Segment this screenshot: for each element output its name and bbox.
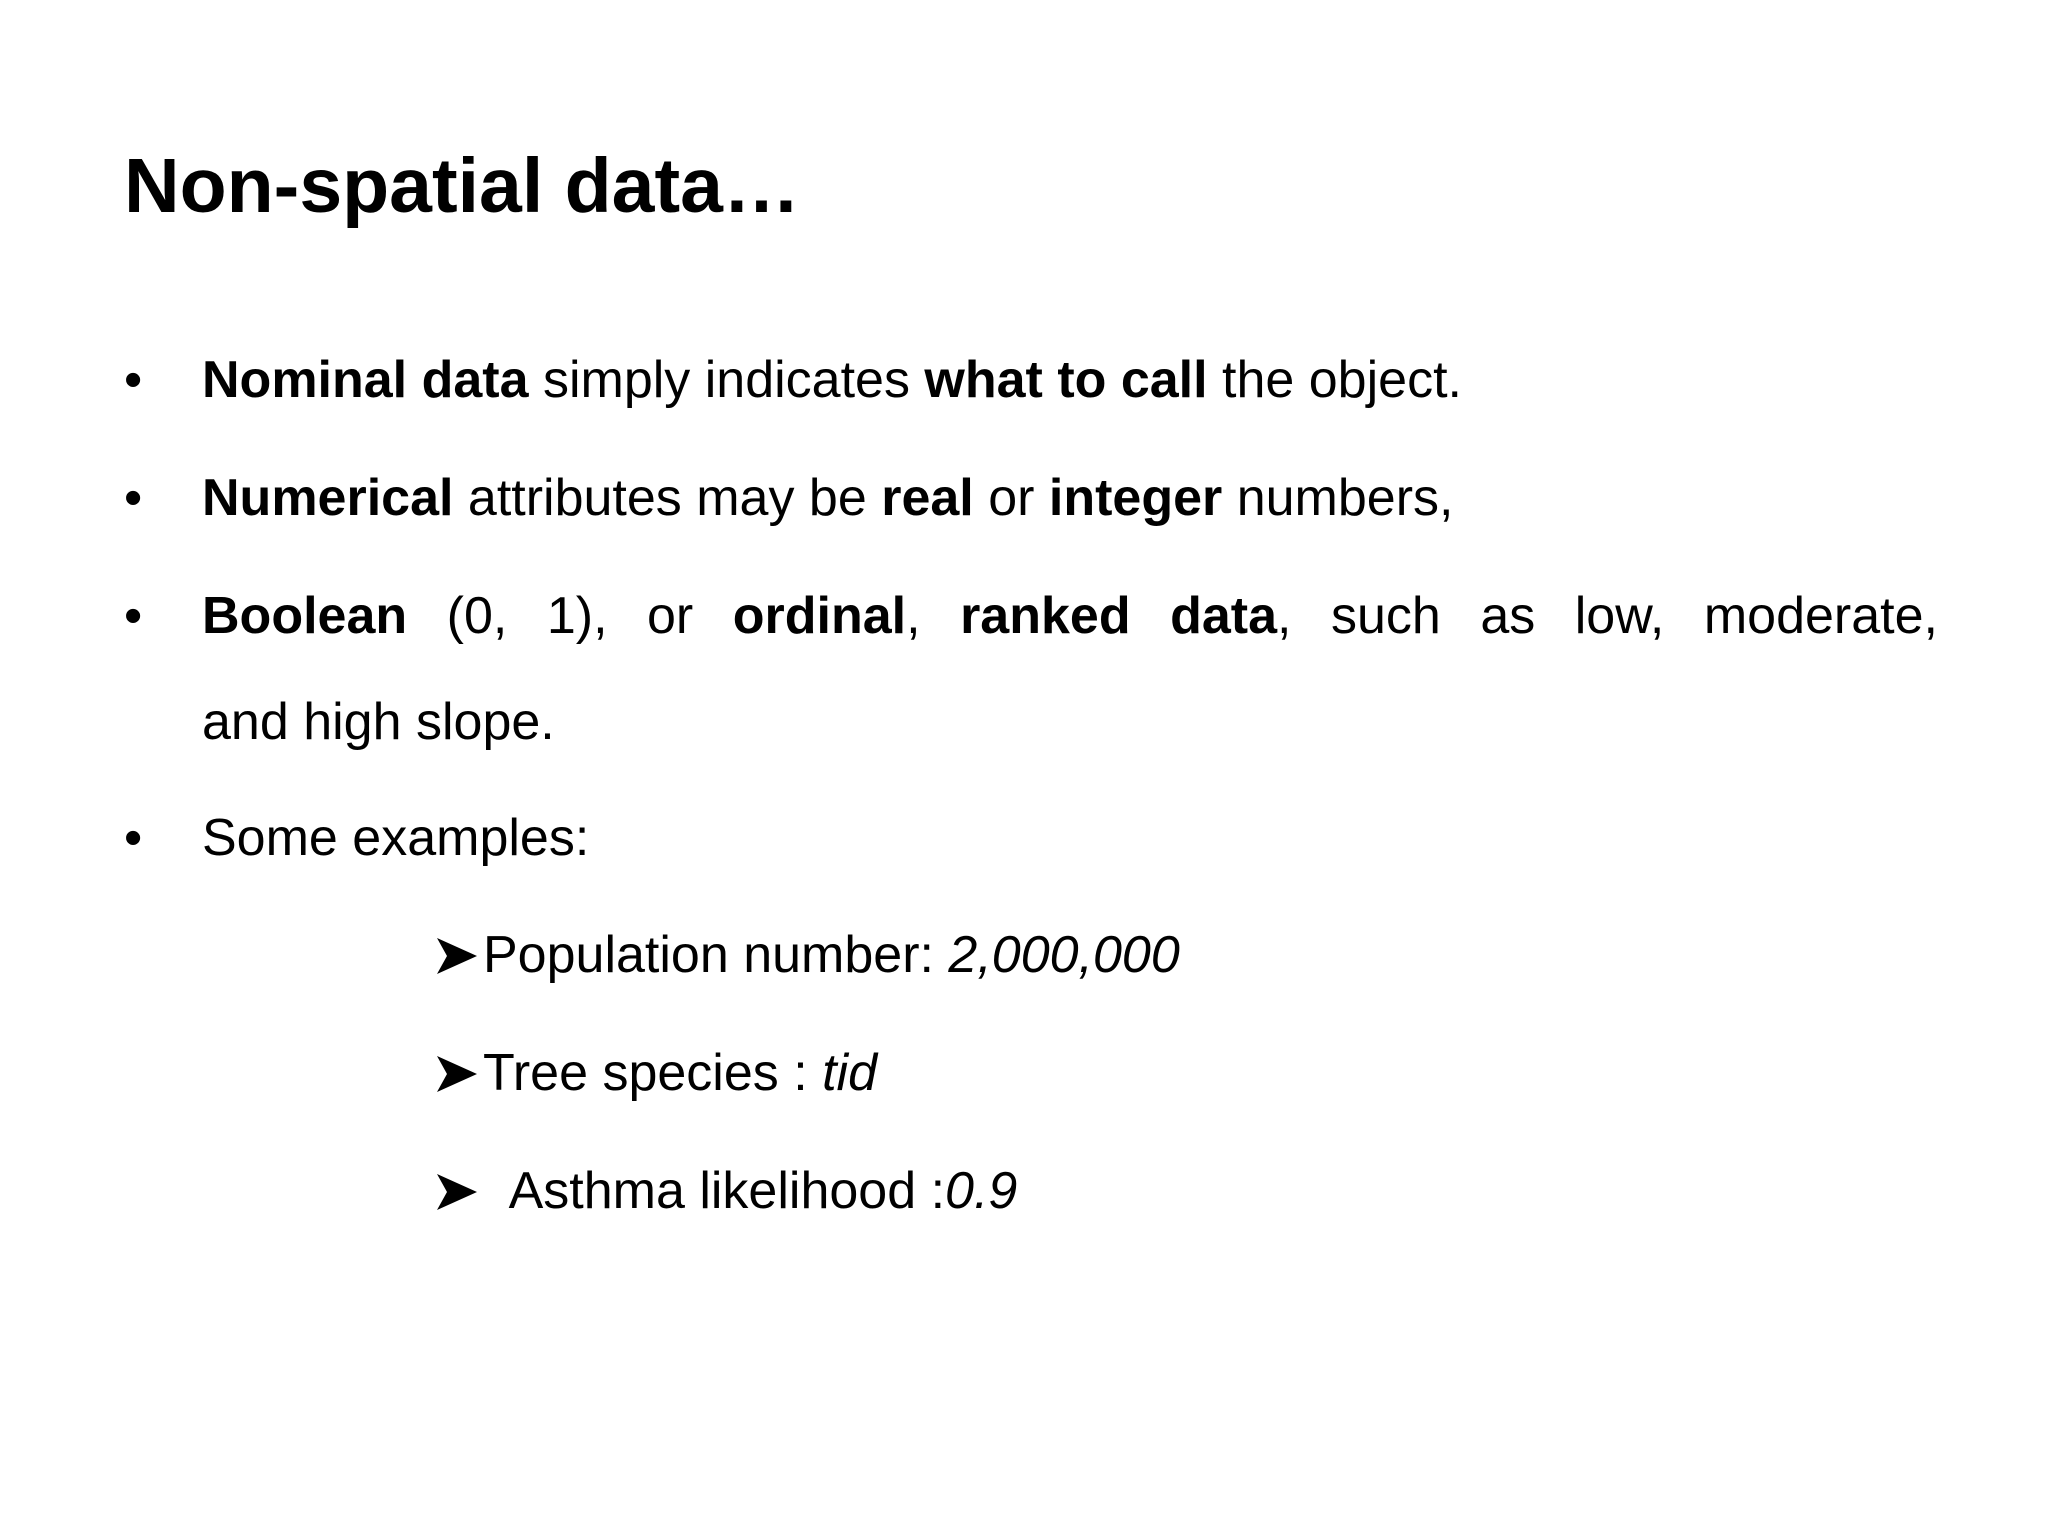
text-run: numbers, — [1222, 469, 1454, 527]
text-run: simply indicates — [528, 351, 925, 409]
example-value: 2,000,000 — [948, 926, 1180, 984]
text-run: (0, — [446, 587, 508, 645]
text-run: , — [1277, 587, 1292, 645]
bold-term: ordinal — [732, 587, 907, 645]
example-population — [435, 926, 1180, 984]
bullet-dot-icon: • — [124, 587, 143, 645]
bold-term: integer — [1048, 469, 1223, 527]
text-run: or — [973, 469, 1049, 527]
example-label: Population number: — [483, 926, 949, 984]
bullet-dot-icon: • — [124, 469, 143, 527]
bold-term: Numerical — [202, 469, 454, 527]
word-group — [732, 587, 921, 645]
slide-title: Non-spatial data… — [124, 143, 800, 229]
example-asthma — [435, 1162, 1018, 1220]
bullet-dot-icon: • — [124, 351, 143, 409]
example-tree-species — [435, 1044, 878, 1102]
text-run: the object. — [1207, 351, 1462, 409]
bold-term: what to call — [924, 351, 1208, 409]
bullet-text: Some examples: — [202, 809, 590, 867]
bold-term: real — [881, 469, 974, 527]
example-label: Asthma likelihood : — [497, 1162, 946, 1220]
bold-term: Nominal data — [202, 351, 529, 409]
arrowhead-icon — [435, 936, 483, 976]
text-run: attributes may be — [453, 469, 882, 527]
continuation-line: and high slope. — [202, 693, 555, 751]
arrowhead-icon — [435, 1172, 483, 1212]
bullet-text — [202, 587, 1938, 751]
text-run: low, — [1574, 587, 1665, 645]
text-run: as — [1480, 587, 1536, 645]
bold-term: Boolean — [202, 587, 408, 645]
text-run: moderate, — [1703, 587, 1938, 645]
bullet-text — [202, 351, 1938, 409]
bold-term: ranked — [960, 587, 1131, 645]
text-run: such — [1330, 587, 1441, 645]
example-label: Tree species : — [483, 1044, 823, 1102]
justified-line — [202, 587, 1938, 645]
text-run: or — [647, 587, 694, 645]
text-run: 1), — [546, 587, 608, 645]
text-run: , — [906, 587, 921, 645]
bullet-text — [202, 469, 1938, 527]
bullet-dot-icon: • — [124, 809, 143, 867]
example-value: 0.9 — [945, 1162, 1018, 1220]
arrowhead-icon — [435, 1054, 483, 1094]
word-group — [1170, 587, 1292, 645]
example-value: tid — [822, 1044, 878, 1102]
bold-term: data — [1170, 587, 1278, 645]
